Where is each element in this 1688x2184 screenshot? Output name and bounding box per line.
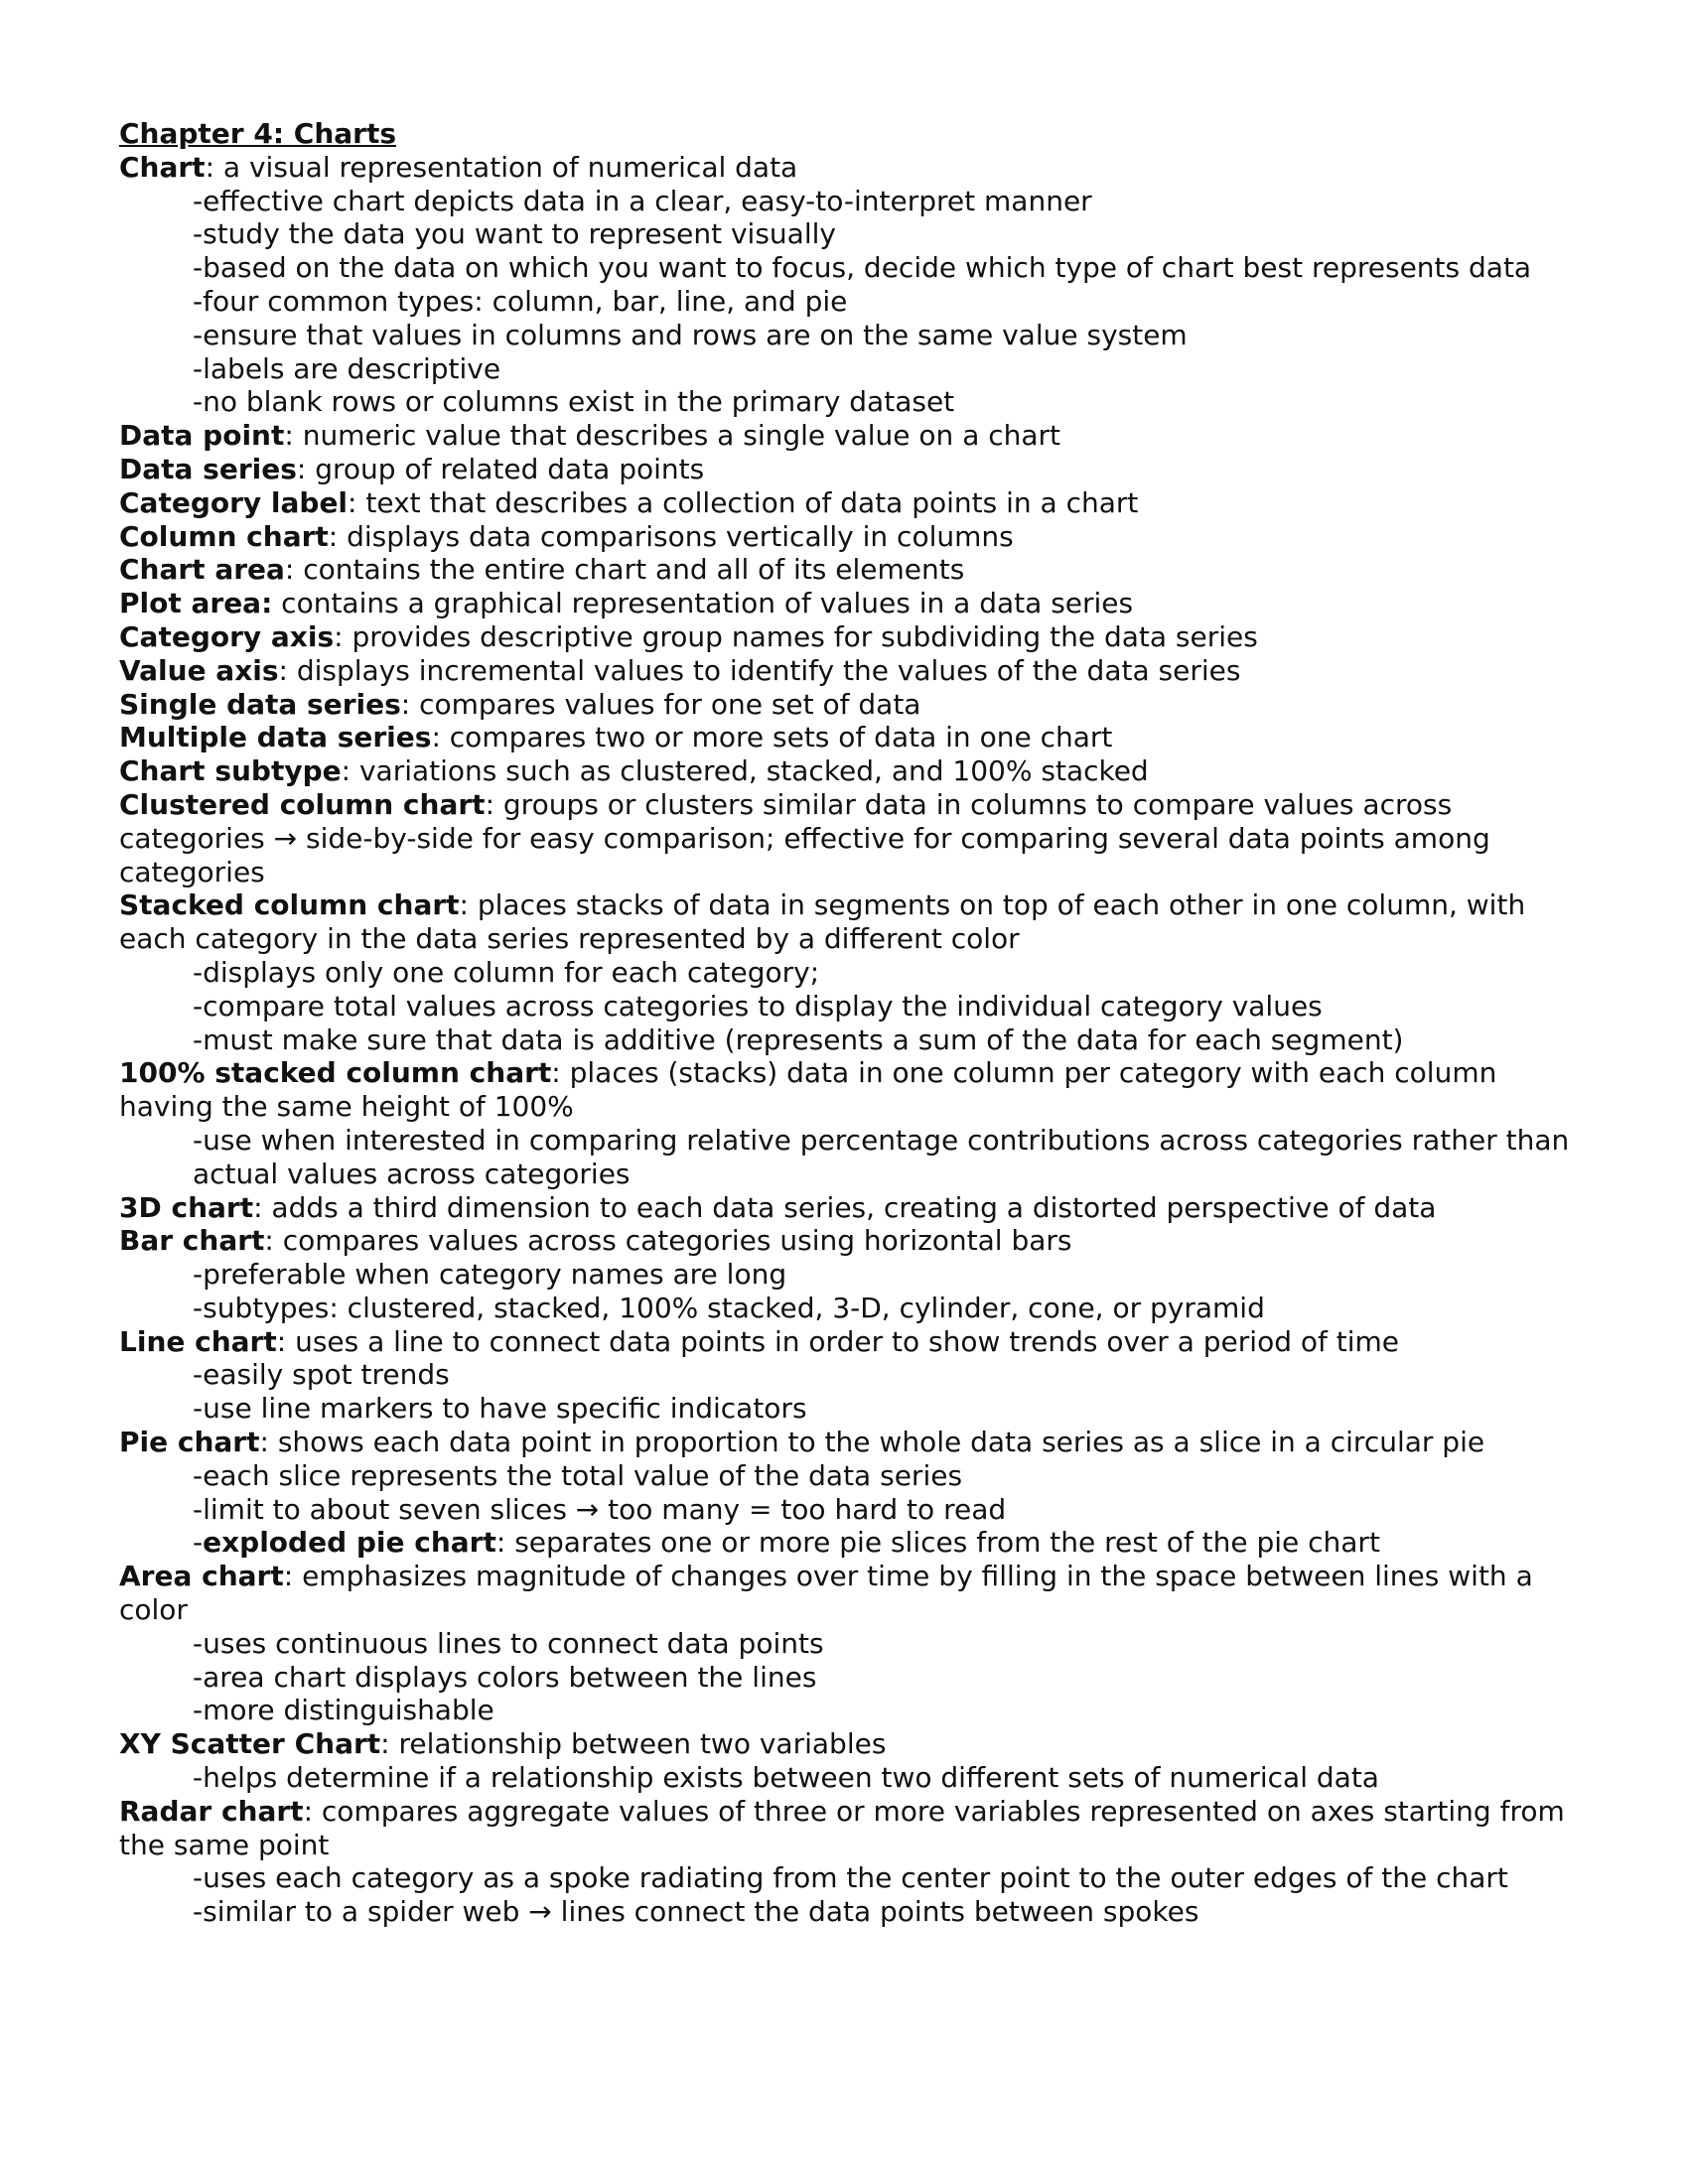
line-text: -must make sure that data is additive (represents a sum of the data for each segment) xyxy=(193,1023,1404,1056)
definition-line xyxy=(119,453,1579,486)
term-label: Area chart xyxy=(119,1560,284,1593)
note-bullet-line xyxy=(119,1661,1579,1695)
line-text: : places (stacks) data in one column per category with each column having the same height of 100% xyxy=(119,1056,1497,1124)
line-text: : places stacks of data in segments on top of each other in one column, with each category in the data series represented by a different color xyxy=(119,888,1526,956)
definition-line xyxy=(119,721,1579,754)
note-bullet-line xyxy=(119,352,1579,386)
definition-line xyxy=(119,1325,1579,1359)
term-label: Plot area: xyxy=(119,587,273,620)
note-bullet-line xyxy=(119,251,1579,285)
term-label: Bar chart xyxy=(119,1224,265,1258)
line-text: -more distinguishable xyxy=(193,1694,494,1727)
note-bullet-line xyxy=(119,185,1579,218)
definition-line xyxy=(119,486,1579,520)
definition-line xyxy=(119,754,1579,788)
line-text: : text that describes a collection of data points in a chart xyxy=(348,485,1139,519)
line-text: : uses a line to connect data points in order to show trends over a period of time xyxy=(276,1324,1400,1358)
term-label: Chart xyxy=(119,150,206,184)
note-bullet-line xyxy=(119,1861,1579,1895)
line-text: : adds a third dimension to each data series, creating a distorted perspective of data xyxy=(253,1190,1437,1224)
line-text: : separates one or more pie slices from the rest of the pie chart xyxy=(495,1526,1380,1560)
line-text: : compares values for one set of data xyxy=(400,687,921,721)
line-text: -limit to about seven slices → too many = too hard to read xyxy=(193,1492,1007,1526)
line-text: : numeric value that describes a single value on a chart xyxy=(284,419,1061,453)
line-text: -uses each category as a spoke radiating from the center point to the outer edges of the chart xyxy=(193,1861,1508,1895)
line-text: : displays incremental values to identify the values of the data series xyxy=(278,653,1241,687)
line-text: : group of related data points xyxy=(296,452,705,485)
note-bullet-line xyxy=(119,385,1579,419)
term-label: Single data series xyxy=(119,687,401,721)
term-label: 3D chart xyxy=(119,1190,254,1224)
term-label: exploded pie chart xyxy=(203,1526,496,1560)
line-text: -study the data you want to represent visually xyxy=(193,217,836,251)
definition-line xyxy=(119,553,1579,587)
term-label: Multiple data series xyxy=(119,721,432,754)
line-text: -similar to a spider web → lines connect the data points between spokes xyxy=(193,1895,1199,1929)
line-text: -no blank rows or columns exist in the primary dataset xyxy=(193,385,955,419)
definition-line xyxy=(119,1056,1579,1124)
document-page xyxy=(119,117,1579,1929)
definition-line xyxy=(119,1560,1579,1627)
definition-line xyxy=(119,151,1579,185)
line-text: -preferable when category names are long xyxy=(193,1258,787,1292)
note-bullet-line xyxy=(119,1459,1579,1493)
definition-line xyxy=(119,520,1579,554)
note-bullet-line xyxy=(119,1292,1579,1325)
term-label: Line chart xyxy=(119,1324,277,1358)
line-text: : provides descriptive group names for subdividing the data series xyxy=(334,619,1258,653)
note-bullet-line xyxy=(119,1124,1579,1191)
term-label: Pie chart xyxy=(119,1426,260,1459)
note-bullet-line xyxy=(119,319,1579,352)
term-label: Stacked column chart xyxy=(119,888,460,922)
note-bullet-line xyxy=(119,1895,1579,1929)
note-bullet-line xyxy=(119,1761,1579,1795)
term-label: Value axis xyxy=(119,653,279,687)
term-label: Category label xyxy=(119,485,349,519)
line-text: : compares values across categories using horizontal bars xyxy=(264,1224,1072,1258)
line-text: -helps determine if a relationship exists between two different sets of numerical data xyxy=(193,1761,1379,1795)
definition-line xyxy=(119,1727,1579,1761)
definition-line xyxy=(119,587,1579,620)
note-bullet-line xyxy=(119,1392,1579,1426)
definition-line xyxy=(119,788,1579,888)
term-label: Radar chart xyxy=(119,1794,304,1828)
note-bullet-line xyxy=(119,956,1579,990)
line-text: -compare total values across categories to display the individual category values xyxy=(193,989,1323,1023)
line-text: -labels are descriptive xyxy=(193,351,501,385)
line-text: : compares two or more sets of data in one chart xyxy=(431,721,1113,754)
term-label: Clustered column chart xyxy=(119,787,486,821)
note-bullet-line xyxy=(119,1258,1579,1292)
chapter-title: Chapter 4: Charts xyxy=(119,117,397,150)
line-text: -use line markers to have specific indicators xyxy=(193,1392,807,1426)
note-bullet-line xyxy=(119,1493,1579,1527)
line-text: -displays only one column for each category; xyxy=(193,955,820,989)
definition-line xyxy=(119,419,1579,453)
definition-line xyxy=(119,654,1579,688)
line-text: -each slice represents the total value of the data series xyxy=(193,1458,963,1492)
line-text: : emphasizes magnitude of changes over time by filling in the space between lines with a color xyxy=(119,1560,1533,1627)
definition-line xyxy=(119,1795,1579,1862)
term-label: XY Scatter Chart xyxy=(119,1727,381,1761)
line-text: -uses continuous lines to connect data points xyxy=(193,1626,824,1660)
definition-line xyxy=(119,1426,1579,1459)
definition-line xyxy=(119,1191,1579,1225)
note-bullet-line xyxy=(119,1024,1579,1057)
note-bullet-line xyxy=(119,1526,1579,1560)
term-label: Column chart xyxy=(119,519,329,553)
note-bullet-line xyxy=(119,1358,1579,1392)
line-text: -based on the data on which you want to focus, decide which type of chart best represents data xyxy=(193,251,1532,285)
definition-line xyxy=(119,688,1579,722)
line-text: : contains the entire chart and all of its elements xyxy=(284,553,965,587)
line-text: -subtypes: clustered, stacked, 100% stacked, 3-D, cylinder, cone, or pyramid xyxy=(193,1291,1265,1324)
line-text: : variations such as clustered, stacked, and 100% stacked xyxy=(341,754,1149,788)
note-bullet-line xyxy=(119,285,1579,319)
note-bullet-line xyxy=(119,1627,1579,1661)
line-text: -effective chart depicts data in a clear, easy-to-interpret manner xyxy=(193,184,1092,217)
line-text: -use when interested in comparing relative percentage contributions across categories rather than actual values across categories xyxy=(193,1123,1570,1190)
term-label: Category axis xyxy=(119,619,335,653)
definition-line xyxy=(119,620,1579,654)
line-text: : a visual representation of numerical data xyxy=(205,150,798,184)
term-label: Chart area xyxy=(119,553,285,587)
line-text: -four common types: column, bar, line, and pie xyxy=(193,284,848,318)
line-text: contains a graphical representation of values in a data series xyxy=(272,587,1134,620)
line-text: : shows each data point in proportion to the whole data series as a slice in a circular pie xyxy=(259,1426,1485,1459)
line-text: -ensure that values in columns and rows are on the same value system xyxy=(193,318,1188,351)
definition-line xyxy=(119,888,1579,956)
term-label: Chart subtype xyxy=(119,754,342,788)
line-text: -area chart displays colors between the lines xyxy=(193,1660,817,1694)
term-label: 100% stacked column chart xyxy=(119,1056,552,1090)
line-prefix: - xyxy=(193,1526,204,1560)
line-text: -easily spot trends xyxy=(193,1358,450,1392)
line-text: : displays data comparisons vertically in columns xyxy=(328,519,1014,553)
note-bullet-line xyxy=(119,1694,1579,1727)
term-label: Data point xyxy=(119,419,285,453)
line-text: : groups or clusters similar data in columns to compare values across categories → side-by-side for easy comparison; effective for comparing several data points among categories xyxy=(119,787,1490,888)
line-text: : compares aggregate values of three or more variables represented on axes starting from the same point xyxy=(119,1794,1565,1861)
notes-body xyxy=(119,151,1579,1929)
line-text: : relationship between two variables xyxy=(380,1727,887,1761)
note-bullet-line xyxy=(119,990,1579,1024)
term-label: Data series xyxy=(119,452,297,485)
definition-line xyxy=(119,1224,1579,1258)
note-bullet-line xyxy=(119,217,1579,251)
